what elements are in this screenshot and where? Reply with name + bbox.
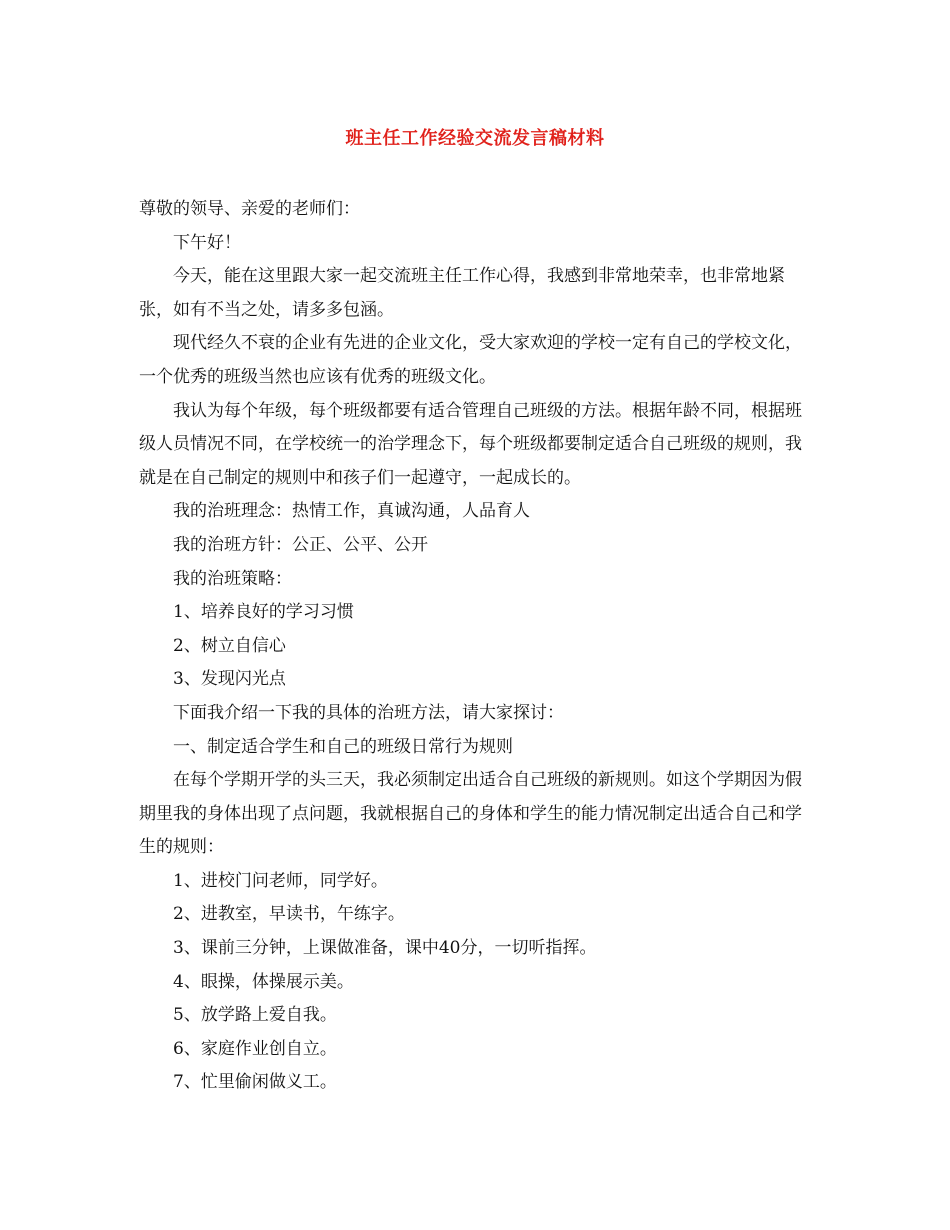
paragraph: 一、制定适合学生和自己的班级日常行为规则 bbox=[173, 736, 513, 757]
document-body bbox=[139, 193, 811, 1100]
paragraph: 我的治班方针：公正、公平、公开 bbox=[173, 534, 428, 555]
paragraph: 5、放学路上爱自我。 bbox=[173, 1005, 337, 1026]
paragraph: 下面我介绍一下我的具体的治班方法，请大家探讨： bbox=[173, 702, 564, 723]
paragraph: 尊敬的领导、亲爱的老师们： bbox=[139, 199, 360, 219]
paragraph: 1、进校门问老师，同学好。 bbox=[173, 870, 388, 891]
paragraph: 3、课前三分钟，上课做准备，课中40分，一切听指挥。 bbox=[173, 938, 597, 959]
paragraph: 今天，能在这里跟大家一起交流班主任工作心得，我感到非常地荣幸，也非常地紧张，如有不当之处，请多多包涵。 bbox=[139, 266, 785, 320]
paragraph: 我的治班理念：热情工作，真诚沟通，人品育人 bbox=[173, 501, 530, 522]
paragraph: 我认为每个年级，每个班级都要有适合管理自己班级的方法。根据年龄不同，根据班级人员情况不同，在学校统一的治学理念下，每个班级都要制定适合自己班级的规则，我就是在自己制定的规则中和孩子们一起遵守，一起成长的。 bbox=[139, 400, 802, 488]
paragraph: 现代经久不衰的企业有先进的企业文化，受大家欢迎的学校一定有自己的学校文化，一个优秀的班级当然也应该有优秀的班级文化。 bbox=[139, 333, 802, 387]
paragraph: 6、家庭作业创自立。 bbox=[173, 1038, 337, 1059]
paragraph: 4、眼操，体操展示美。 bbox=[173, 971, 354, 992]
paragraph: 2、树立自信心 bbox=[173, 635, 286, 656]
paragraph: 7、忙里偷闲做义工。 bbox=[173, 1072, 337, 1093]
paragraph: 在每个学期开学的头三天，我必须制定出适合自己班级的新规则。如这个学期因为假期里我的身体出现了点问题，我就根据自己的身体和学生的能力情况制定出适合自己和学生的规则： bbox=[139, 770, 802, 858]
paragraph: 下午好！ bbox=[173, 232, 241, 253]
document-title: 班主任工作经验交流发言稿材料 bbox=[345, 128, 605, 149]
paragraph: 3、发现闪光点 bbox=[173, 669, 286, 690]
paragraph: 1、培养良好的学习习惯 bbox=[173, 602, 354, 623]
paragraph: 我的治班策略： bbox=[173, 568, 292, 589]
paragraph: 2、进教室，早读书，午练字。 bbox=[173, 904, 405, 925]
